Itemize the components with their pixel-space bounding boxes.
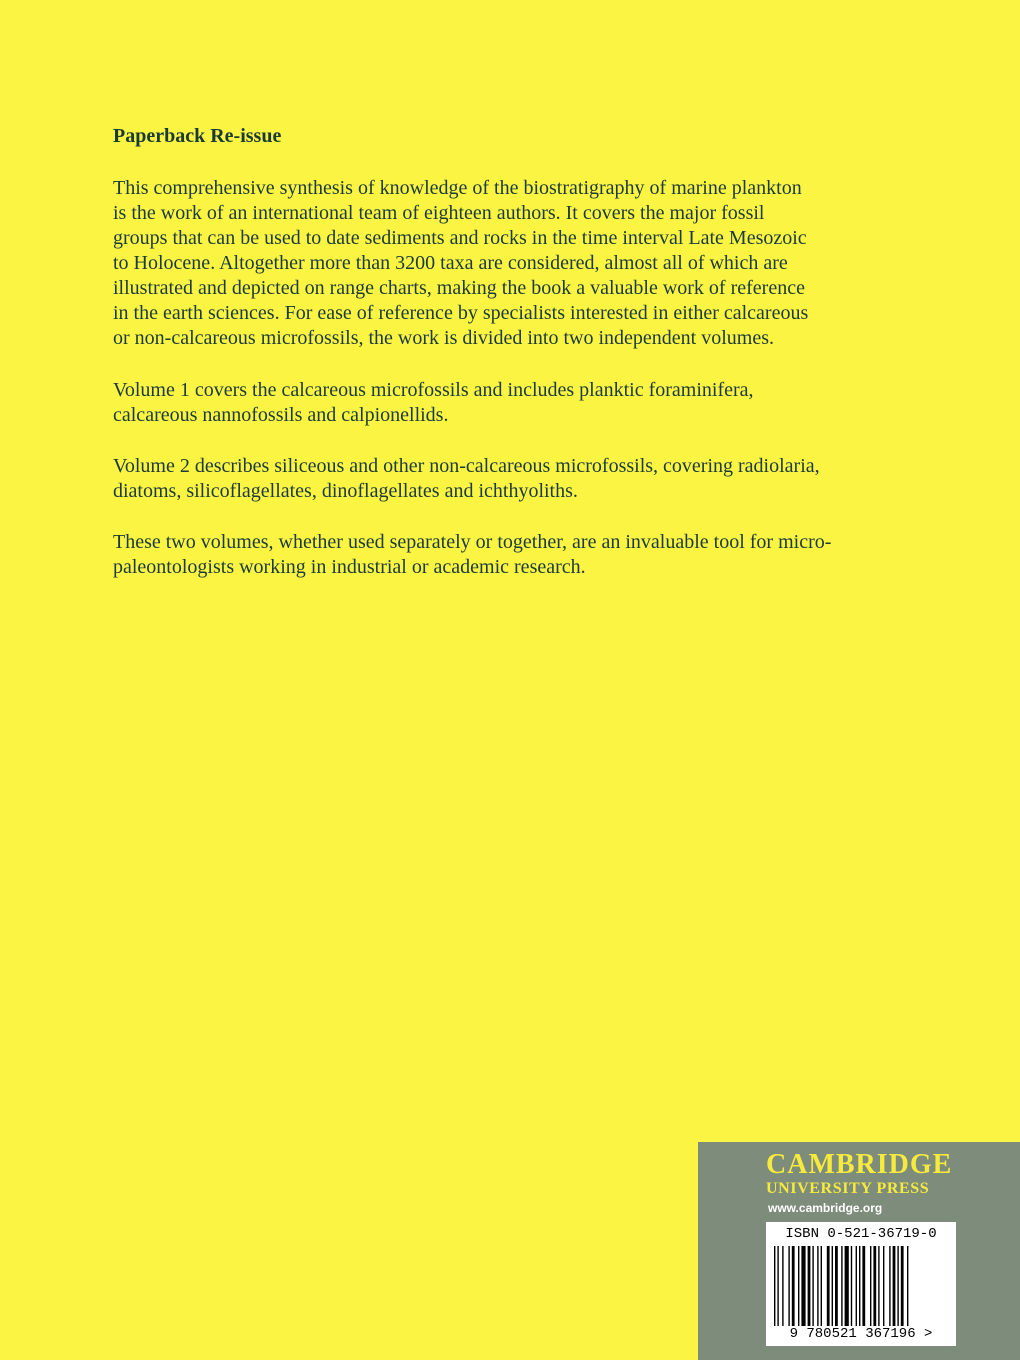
- volume-2-paragraph: [113, 454, 913, 504]
- description-paragraph: [113, 176, 913, 351]
- publisher-subtitle: UNIVERSITY PRESS: [766, 1180, 930, 1197]
- barcode-number: 9 780521 367196 >: [789, 1326, 933, 1342]
- text-line: paleontologists working in industrial or academic research.: [113, 556, 586, 578]
- text-line: calcareous nannofossils and calpionellids.: [113, 404, 449, 426]
- text-line: Volume 2 describes siliceous and other non-calcareous microfossils, covering radiolaria,: [113, 455, 820, 477]
- isbn-text: ISBN 0-521-36719-0: [785, 1226, 937, 1242]
- text-line: This comprehensive synthesis of knowledge of the biostratigraphy of marine plankton: [113, 177, 802, 199]
- text-line: to Holocene. Altogether more than 3200 taxa are considered, almost all of which are: [113, 252, 788, 274]
- publisher-website: www.cambridge.org: [768, 1201, 883, 1215]
- text-line: These two volumes, whether used separately or together, are an invaluable tool for micro-: [113, 531, 832, 553]
- text-line: groups that can be used to date sediments and rocks in the time interval Late Mesozoic: [113, 227, 807, 249]
- barcode-box: [766, 1222, 956, 1346]
- closing-paragraph: [113, 530, 913, 580]
- text-line: in the earth sciences. For ease of reference by specialists interested in either calcareous: [113, 302, 809, 324]
- barcode-icon: [774, 1246, 948, 1326]
- publisher-block: [698, 1142, 1020, 1360]
- text-line: or non-calcareous microfossils, the work is divided into two independent volumes.: [113, 327, 774, 349]
- cover-heading: Paperback Re-issue: [113, 125, 282, 147]
- text-line: diatoms, silicoflagellates, dinoflagellates and ichthyoliths.: [113, 480, 578, 502]
- publisher-name: CAMBRIDGE: [766, 1149, 953, 1180]
- text-line: Volume 1 covers the calcareous microfossils and includes planktic foraminifera,: [113, 379, 754, 401]
- text-line: is the work of an international team of eighteen authors. It covers the major fossil: [113, 202, 765, 224]
- text-line: illustrated and depicted on range charts, making the book a valuable work of reference: [113, 277, 805, 299]
- volume-1-paragraph: [113, 378, 913, 428]
